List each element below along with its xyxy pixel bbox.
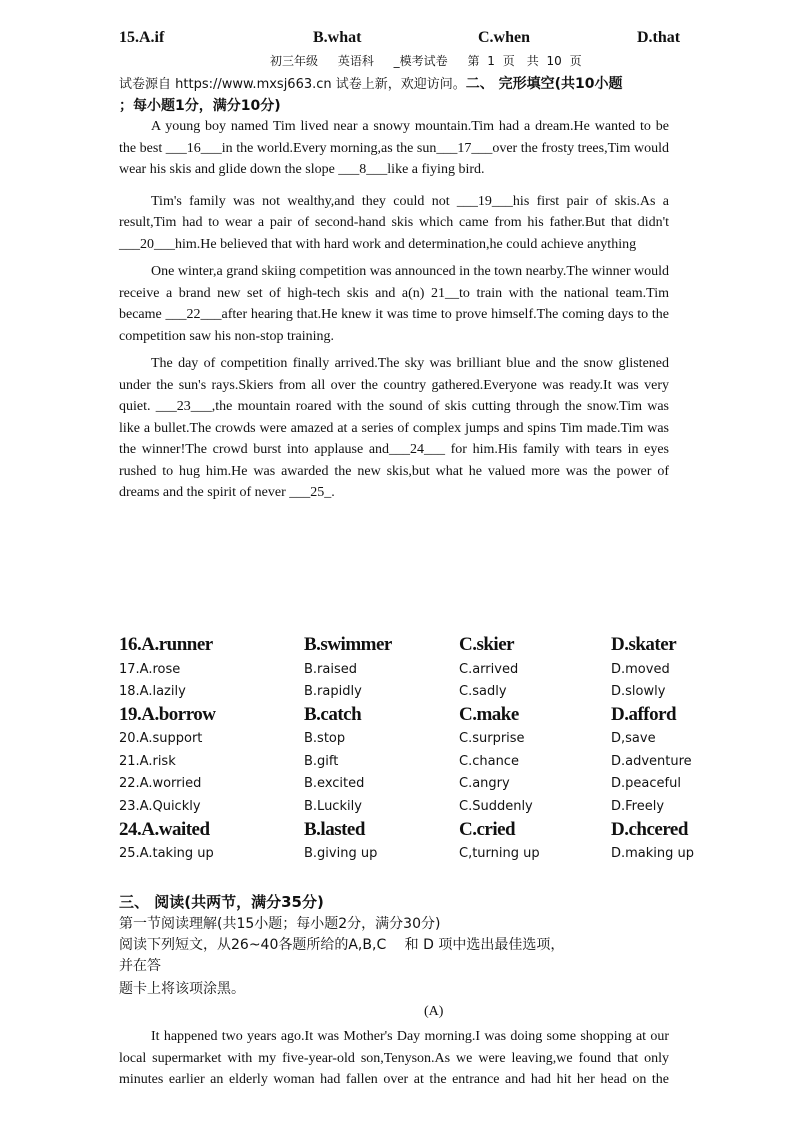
option-24-c: C.cried <box>459 819 516 840</box>
reading-instructions <box>119 914 679 1000</box>
passage-a-label: (A) <box>424 1004 444 1019</box>
option-18-c: C.sadly <box>459 684 507 699</box>
option-16-c: C.skier <box>459 634 515 655</box>
option-23-d: D.Freely <box>611 799 665 814</box>
option-row-16 <box>119 634 719 656</box>
option-21-c: C.chance <box>459 754 519 769</box>
option-18-b: B.rapidly <box>304 684 362 699</box>
option-row-24 <box>119 819 719 841</box>
option-row-25 <box>119 846 719 868</box>
option-21-a: 21.A.risk <box>119 754 176 769</box>
option-25-a: 25.A.taking up <box>119 846 214 861</box>
option-18-d: D.slowly <box>611 684 666 699</box>
option-19-b: B.catch <box>304 704 362 725</box>
option-row-19 <box>119 704 719 726</box>
option-19-d: D.afford <box>611 704 677 725</box>
source-line <box>119 73 623 93</box>
option-17-b: B.raised <box>304 662 357 677</box>
q15-option-a: 15.A.if <box>119 29 165 46</box>
page-header: 初三年级 英语科 _模考试卷 第 1 页 共 10 页 <box>270 54 582 68</box>
option-25-c: C,turning up <box>459 846 540 861</box>
cloze-passage <box>119 116 669 504</box>
option-row-17 <box>119 662 719 684</box>
q15-option-b: B.what <box>313 29 362 46</box>
option-20-d: D,save <box>611 731 656 746</box>
cloze-paragraph-1: A young boy named Tim lived near a snowy mountain.Tim had a dream.He wanted to be the best ___16___in the world.Every morning,as the sun___17___over the frosty trees,Tim would wear his skis and glide down the slope ___8___like a fiying bird. <box>119 119 669 177</box>
option-22-c: C.angry <box>459 776 510 791</box>
option-23-c: C.Suddenly <box>459 799 533 814</box>
instruction-line-4: 题卡上将该项涂黑。 <box>119 981 245 997</box>
option-21-d: D.adventure <box>611 754 692 769</box>
instruction-line-2: 阅读下列短文，从26~40各题所给的A,B,C 和 D 项中选出最佳选项， <box>119 937 565 953</box>
option-24-d: D.chcered <box>611 819 688 840</box>
section-3-title: 三、 阅读(共两节，满分35分) <box>119 893 324 911</box>
option-18-a: 18.A.lazily <box>119 684 186 699</box>
option-25-b: B.giving up <box>304 846 378 861</box>
cloze-paragraph-4: The day of competition finally arrived.The sky was brilliant blue and the snow glistened under the sun's rays.Skiers from all over the country gathered.Everyone was ready.It was very quiet. ___23___,the mountain roared with the sound of skis cutting through the snow.Tim was like a bullet.The crowds were amazed at a series of complex jumps and spins Tim made.Tim was the winner!The crowd burst into applause and___24___ for him.His family with tears in eyes rushed to hug him.He was awarded the new skis,but what he valued more was the power of dreams and the spirit of never ___25_. <box>119 356 669 500</box>
passage-a-paragraph-1: It happened two years ago.It was Mother's Day morning.I was doing some shopping at our local supermarket with my five-year-old son,Tenyson.As we were leaving,we found that only minutes earlier an elderly woman had fallen over at the entrance and had hit her head on the <box>119 1029 669 1087</box>
q15-option-d: D.that <box>637 29 681 46</box>
option-20-c: C.surprise <box>459 731 525 746</box>
option-17-a: 17.A.rose <box>119 662 181 677</box>
option-23-b: B.Luckily <box>304 799 362 814</box>
option-25-d: D.making up <box>611 846 695 861</box>
option-20-a: 20.A.support <box>119 731 203 746</box>
section-2-title: 二、 完形填空(共10小题 <box>465 76 623 92</box>
cloze-paragraph-2: Tim's family was not wealthy,and they could not ___19___his first pair of skis.As a result,Tim had to wear a pair of second-hand skis which came from his father.But that didn't ___20___him.He believed that with hard work and determination,he could achieve anything <box>119 193 669 252</box>
option-17-c: C.arrived <box>459 662 519 677</box>
option-24-a: 24.A.waited <box>119 819 210 840</box>
option-17-d: D.moved <box>611 662 670 677</box>
option-20-b: B.stop <box>304 731 346 746</box>
passage-a <box>119 1026 669 1091</box>
q15-option-c: C.when <box>478 29 531 46</box>
option-row-23 <box>119 799 719 821</box>
option-row-22 <box>119 776 719 798</box>
section-2-subtitle: ；每小题1分，满分10分) <box>119 98 281 114</box>
cloze-paragraph-3: One winter,a grand skiing competition was announced in the town nearby.The winner would receive a brand new set of high-tech skis and a(n) 21__to train with the national team.Tim became ___22___after hearing that.He knew it was time to prove himself.The coming days to the competition saw his non-stop training. <box>119 264 669 344</box>
option-16-d: D.skater <box>611 634 677 655</box>
option-22-d: D.peaceful <box>611 776 681 791</box>
option-row-21 <box>119 754 719 776</box>
instruction-line-3: 并在答 <box>119 958 161 974</box>
option-22-b: B.excited <box>304 776 365 791</box>
option-row-20 <box>119 731 719 753</box>
option-22-a: 22.A.worried <box>119 776 202 791</box>
option-21-b: B.gift <box>304 754 339 769</box>
instruction-line-1: 第一节阅读理解(共15小题；每小题2分，满分30分) <box>119 916 441 932</box>
option-16-a: 16.A.runner <box>119 634 213 655</box>
option-24-b: B.lasted <box>304 819 365 840</box>
option-16-b: B.swimmer <box>304 634 392 655</box>
option-19-c: C.make <box>459 704 519 725</box>
source-text: 试卷源自 https://www.mxsj663.cn 试卷上新，欢迎访问。 <box>119 77 466 92</box>
option-23-a: 23.A.Quickly <box>119 799 201 814</box>
option-row-18 <box>119 684 719 706</box>
option-19-a: 19.A.borrow <box>119 704 216 725</box>
